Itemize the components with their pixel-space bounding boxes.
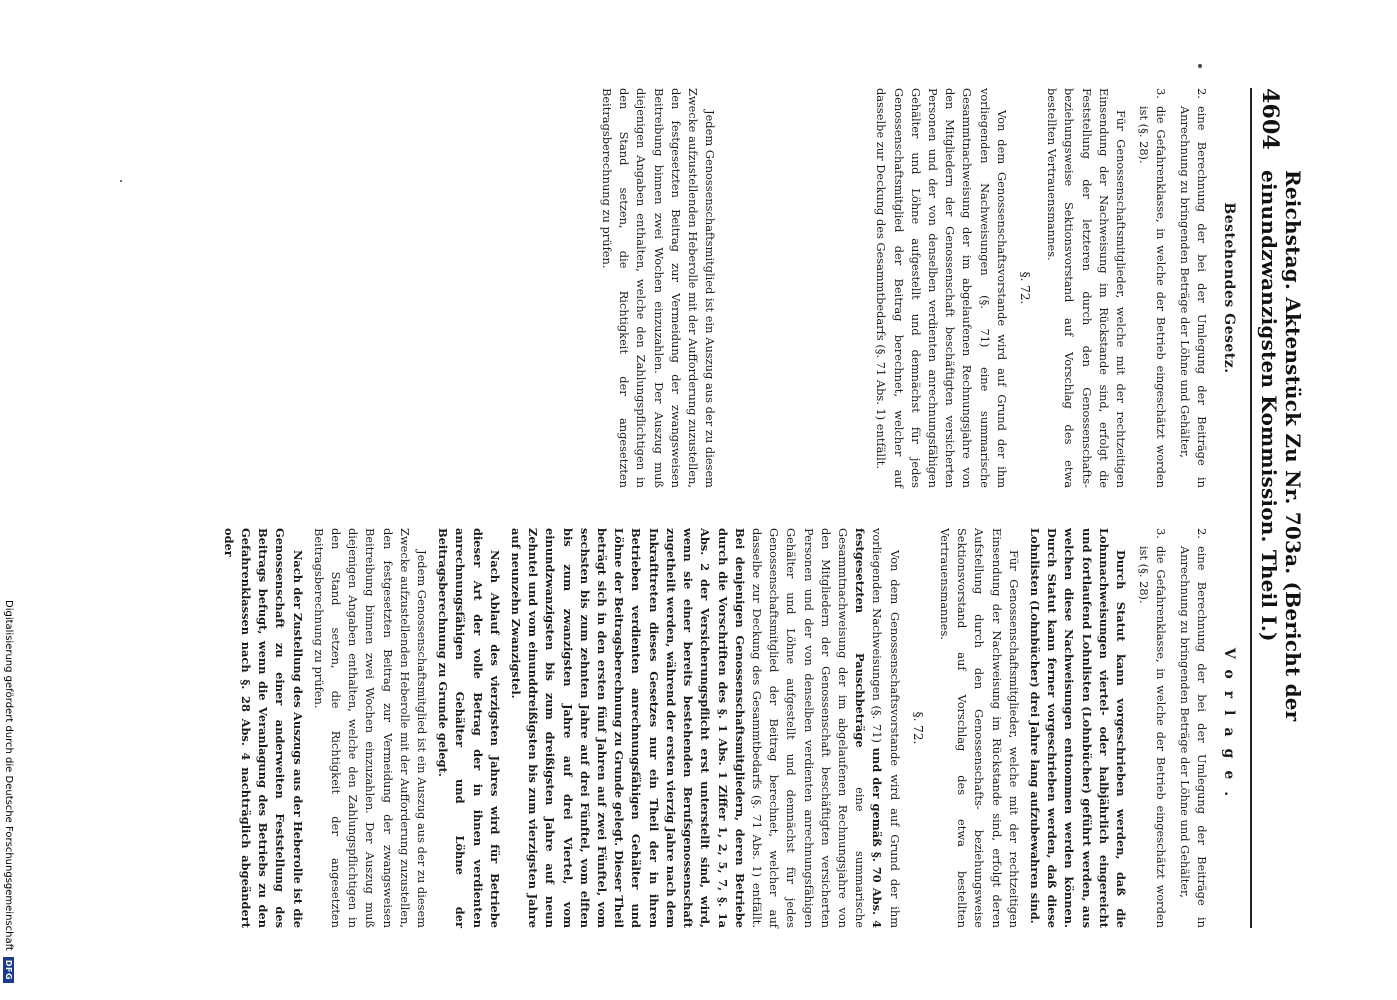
list-item bbox=[1175, 528, 1209, 928]
list-item-text: eine Berechnung der bei der Umlegung der Beiträge in Anrechnung zu bringenden Beträge der Löhne und Gehälter, bbox=[1177, 106, 1209, 488]
list-item-text: die Gefahrenklasse, in welche der Betrieb eingeschätzt worden ist (§. 28). bbox=[1137, 546, 1169, 928]
column-existing-law bbox=[594, 88, 1237, 488]
list-item bbox=[1175, 88, 1209, 488]
paragraph-amendment: Nach der Zustellung des Auszugs aus der Heberolle ist die Genossenschaft zu einer anderweiten Feststellung des Beitrags befugt, wenn die Veranlagung des Betriebs zu den Gefahrenklassen nach §. 28 Abs. 4 nachträglich abgeändert oder bbox=[221, 528, 305, 928]
paragraph-amendment: Nach Ablauf des vierzigsten Jahres wird für Betriebe dieser Art der volle Betrag der in ihnen verdienten anrechnungsfähigen Gehälter und Löhne der Beitragsberechnung zu Grunde gelegt. bbox=[436, 528, 502, 928]
list-item-text: eine Berechnung der bei der Umlegung der Beiträge in Anrechnung zu bringenden Beträge der Löhne und Gehälter, bbox=[1177, 546, 1209, 928]
paragraph: Jedem Genossenschaftsmitglied ist ein Auszug aus der zu diesem Zwecke aufzustellenden Heberolle mit der Aufforderung zuzustellen, den festgesetzten Beitrag zur Vermeidung der zwangsweisen Beitreibung binnen zwei Wochen einzuzahlen. Der Auszug muß diejenigen Angaben enthalten, welche den Zahlungspflichtigen in den Stand setzen, die Richtigkeit der angesetzten Beitragsberechnung zu prüfen. bbox=[311, 528, 430, 928]
page-header bbox=[1257, 88, 1305, 928]
paragraph: Für Genossenschaftsmitglieder, welche mit der rechtzeitigen Einsendung der Nachweisung im Rückstande sind, erfolgt die Feststellung der letzteren durch den Genossenschafts- beziehungsweise Sektionsvorstand auf Vorschlag des etwa bestellten Vertrauensmannes. bbox=[1045, 88, 1128, 488]
spacer bbox=[718, 88, 868, 488]
dfg-logo: DFG bbox=[3, 957, 14, 983]
scan-speck bbox=[1198, 64, 1202, 68]
document-page bbox=[95, 88, 1305, 928]
paragraph-amendment: Durch Statut kann vorgeschrieben werden, daß die Lohnnachweisungen viertel- oder halbjährlich eingereicht und fortlaufend Lohnlisten (Lohnbücher) geführt werden, aus welchen diese Nachweisungen entnommen werden können. Durch Statut kann ferner vorgeschrieben werden, daß diese Lohnlisten (Lohnbücher) drei Jahre lang aufzubewahren sind. bbox=[1027, 528, 1128, 928]
list-item-number: 3. bbox=[1154, 528, 1169, 539]
scan-speck bbox=[120, 180, 122, 182]
list-item-text: die Gefahrenklasse, in welche der Betrieb eingeschätzt worden ist (§. 28). bbox=[1137, 106, 1169, 488]
paragraph-text: eine summarische Gesammtnachweisung der im abgelaufenen Rechnungsjahre von den Mitgliedern der Genossenschaft beschäftigten versicherten Personen und der von denselben verdienten anrechnungsfähigen Gehälter und Löhne aufgestellt und demnächst für jedes Genossenschaftsmitglied der Beitrag berechnet, welcher auf dasselbe zur Deckung des Gesammtbedarfs (§. 71 Abs. 1) entfällt. bbox=[749, 528, 868, 928]
column-title-proposal: Vorlage. bbox=[1221, 647, 1237, 809]
page-header-title: Reichstag. Aktenstück Zu Nr. 703a. (Bericht der einundzwanzigsten Kommission. Theil I.) bbox=[1257, 170, 1305, 722]
header-rule bbox=[1250, 88, 1252, 928]
list-item-number: 2. bbox=[1194, 528, 1209, 539]
column-proposal bbox=[216, 528, 1237, 928]
paragraph: Jedem Genossenschaftsmitglied ist ein Auszug aus der zu diesem Zwecke aufzustellenden Heberolle mit der Aufforderung zuzustellen, den festgesetzten Beitrag zur Vermeidung der zwangsweisen Beitreibung binnen zwei Wochen einzuzahlen. Der Auszug muß diejenigen Angaben enthalten, welche den Zahlungspflichtigen in den Stand setzen, die Richtigkeit der angesetzten Beitragsberechnung zu prüfen. bbox=[599, 88, 718, 488]
section-heading: §. 72. bbox=[910, 711, 925, 745]
paragraph bbox=[507, 528, 903, 928]
list-item-number: 2. bbox=[1194, 88, 1209, 99]
paragraph-amendment-text: Bei denjenigen Genossenschaftsmitgliedern, deren Betriebe durch die Vorschriften des §. 1 Abs. 1 Ziffer 1, 2, 5, 7, §. 1a Abs. 2 der Versicherungspflicht erst unterstellt sind, wird, wenn sie einer bereits bestehenden Berufsgenossenschaft zugetheilt werden, während der ersten vierzig Jahre nach dem Inkrafttreten dieses Gesetzes nur ein Theil der in ihren Betrieben verdienten anrechnungsfähigen Gehälter und Löhne der Beitragsberechnung zu Grunde gelegt. Dieser Theil beträgt sich in den ersten fünf Jahren auf zwei Fünftel, vom sechsten bis zum zehnten Jahre auf drei Fünftel, vom elften bis zum zwanzigsten Jahre auf drei Viertel, vom einundzwanzigsten bis zum dreißigsten Jahre auf neun Zehntel und vom einunddreißigsten bis zum vierzigsten Jahre auf neunzehn Zwanzigstel. bbox=[509, 528, 747, 928]
footer-text: Digitalisierung gefördert durch die Deutsche Forschungsgemeinschaft bbox=[3, 600, 14, 951]
paragraph-amendment-text: und der gemäß §. 70 Abs. 4 festgesetzten Pauschbeträge bbox=[853, 528, 885, 928]
list-item bbox=[1135, 88, 1169, 488]
paragraph: Von dem Genossenschaftsvorstande wird auf Grund der ihm vorliegenden Nachweisungen (§. 71) eine summarische Gesammtnachweisung der im abgelaufenen Rechnungsjahre von den Mitgliedern der Genossenschaft beschäftigten versicherten Personen und der von denselben verdienten anrechnungsfähigen Gehälter und Löhne aufgestellt und demnächst für jedes Genossenschaftsmitglied der Beitrag berechnet, welcher auf dasselbe zur Deckung des Gesammtbedarfs (§. 71 Abs. 1) entfällt. bbox=[874, 88, 1009, 488]
list-item-number: 3. bbox=[1154, 88, 1169, 99]
list-item bbox=[1135, 528, 1169, 928]
column-title-existing-law: Bestehendes Gesetz. bbox=[1221, 202, 1237, 374]
page-number: 4604 bbox=[1257, 88, 1283, 151]
digitization-footer bbox=[3, 600, 14, 983]
paragraph-text: Von dem Genossenschaftsvorstande wird auf Grund der ihm vorliegenden Nachweisungen (§. 71) bbox=[870, 528, 902, 928]
section-heading: §. 72. bbox=[1017, 271, 1032, 305]
paragraph: Für Genossenschaftsmitglieder, welche mit der rechtzeitigen Einsendung der Nachweisung im Rückstande sind, erfolgt deren Aufstellung durch den Genossenschafts- beziehungsweise Sektionsvorstand auf Vorschlag des etwa bestellten Vertrauensmannes. bbox=[937, 528, 1021, 928]
